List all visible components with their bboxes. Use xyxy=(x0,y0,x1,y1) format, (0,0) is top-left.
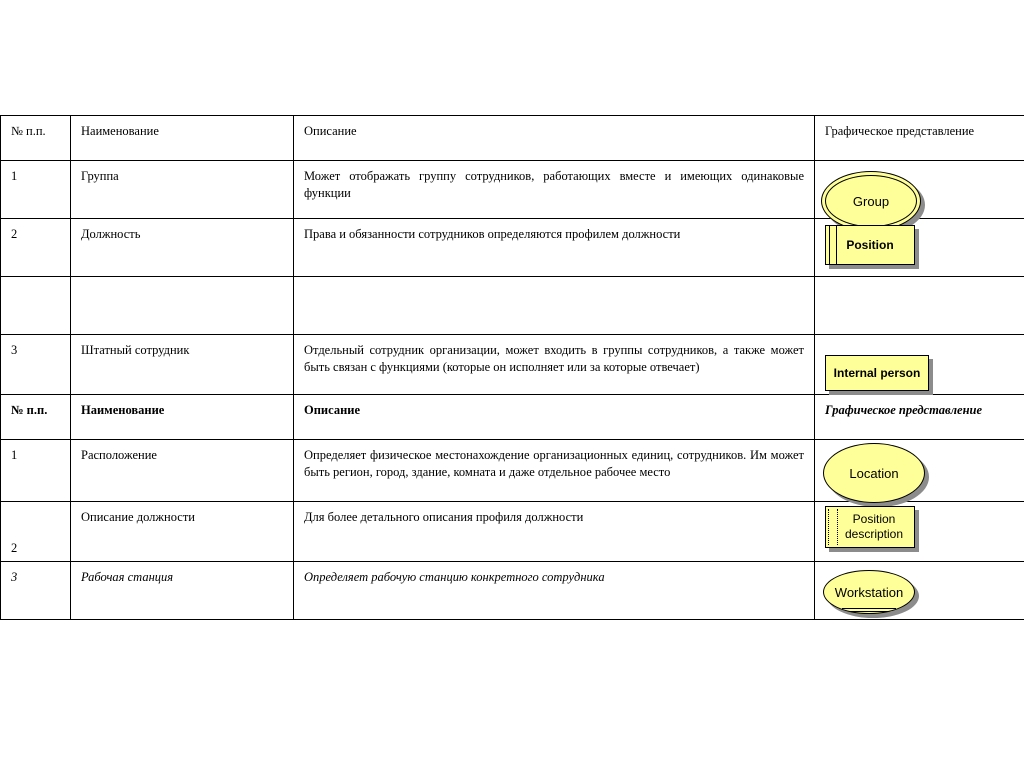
table-header-row xyxy=(1,116,1024,161)
row-gfx xyxy=(815,502,1024,562)
row-desc: Определяет рабочую станцию конкретного сотрудника xyxy=(294,562,815,620)
row-name: Рабочая станция xyxy=(71,562,294,620)
header-name: Наименование xyxy=(71,395,294,440)
internal-person-shape[interactable] xyxy=(825,355,929,391)
workstation-shape[interactable] xyxy=(823,570,915,614)
workstation-label: Workstation xyxy=(834,584,904,600)
location-shape[interactable] xyxy=(823,443,925,503)
header-num: № п.п. xyxy=(1,116,71,161)
table-row xyxy=(1,562,1024,620)
empty-cell xyxy=(815,277,1024,335)
position-description-label: Position description xyxy=(844,512,904,541)
row-desc: Для более детального описания профиля должности xyxy=(294,502,815,562)
group-label: Group xyxy=(852,193,890,209)
header-desc: Описание xyxy=(294,395,815,440)
row-name: Описание должности xyxy=(71,502,294,562)
header-gfx: Графическое представление xyxy=(815,116,1024,161)
row-name: Группа xyxy=(71,161,294,219)
table-row xyxy=(1,219,1024,277)
header-desc: Описание xyxy=(294,116,815,161)
internal-person-label: Internal person xyxy=(833,365,921,380)
empty-cell xyxy=(71,277,294,335)
position-shape[interactable] xyxy=(825,225,915,265)
row-desc: Определяет физическое местонахождение организационных единиц, сотрудников. Им может быть регион, город, здание, комната и даже отдельное рабочее место xyxy=(294,440,815,502)
table-row xyxy=(1,502,1024,562)
row-num: 3 xyxy=(1,335,71,395)
workstation-base-line xyxy=(850,611,888,612)
workstation-base-line xyxy=(842,608,896,609)
row-gfx xyxy=(815,440,1024,502)
table-row xyxy=(1,161,1024,219)
header-gfx: Графическое представление xyxy=(815,395,1024,440)
header-num: № п.п. xyxy=(1,395,71,440)
row-gfx xyxy=(815,335,1024,395)
row-desc: Права и обязанности сотрудников определяются профилем должности xyxy=(294,219,815,277)
header-name: Наименование xyxy=(71,116,294,161)
table-row xyxy=(1,440,1024,502)
row-num: 2 xyxy=(1,502,71,562)
row-num: 1 xyxy=(1,161,71,219)
row-gfx xyxy=(815,562,1024,620)
row-desc: Может отображать группу сотрудников, работающих вместе и имеющих одинаковые функции xyxy=(294,161,815,219)
row-name: Должность xyxy=(71,219,294,277)
row-name: Штатный сотрудник xyxy=(71,335,294,395)
row-num: 3 xyxy=(1,562,71,620)
row-gfx xyxy=(815,219,1024,277)
row-gfx xyxy=(815,161,1024,219)
position-label: Position xyxy=(846,237,894,252)
table-row xyxy=(1,335,1024,395)
table-header-row xyxy=(1,395,1024,440)
position-description-shape[interactable] xyxy=(825,506,915,548)
empty-cell xyxy=(1,277,71,335)
row-num: 2 xyxy=(1,219,71,277)
row-name: Расположение xyxy=(71,440,294,502)
object-types-table xyxy=(0,115,1024,620)
row-num: 1 xyxy=(1,440,71,502)
empty-cell xyxy=(294,277,815,335)
location-label: Location xyxy=(849,465,899,481)
row-desc: Отдельный сотрудник организации, может входить в группы сотрудников, а также может быть связан с функциями (которые он исполняет или за которые отвечает) xyxy=(294,335,815,395)
empty-row xyxy=(1,277,1024,335)
